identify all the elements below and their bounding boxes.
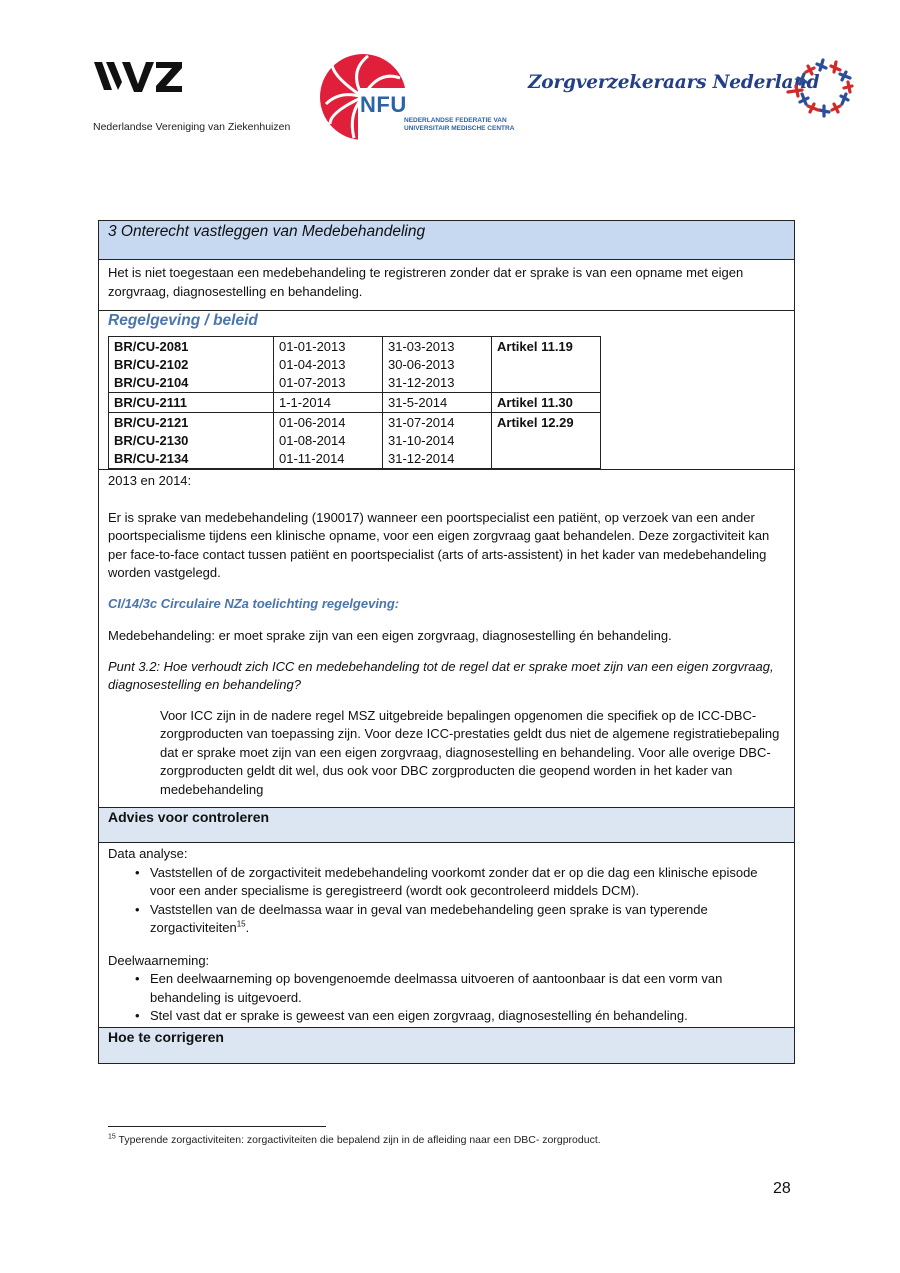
advies-heading: Advies voor controleren xyxy=(99,808,794,843)
years-label: 2013 en 2014: xyxy=(108,473,192,488)
corrigeren-heading: Hoe te corrigeren xyxy=(99,1028,794,1063)
nfu-wordmark: NFU xyxy=(360,92,407,117)
rule-artikel: Artikel 11.19 xyxy=(492,337,601,393)
circulaire-statement: Medebehandeling: er moet sprake zijn van een eigen zorgvraag, diagnosestelling én behandeling. xyxy=(108,628,672,643)
list-item: • Vaststellen of de zorgactiviteit medebehandeling voorkomt zonder dat er op die dag een klinische episode voor een ander specialisme is geregistreerd (wordt ook gecontroleerd middels DCM). xyxy=(150,864,785,901)
footnote-text: Typerende zorgactiviteiten: zorgactiviteiten die bepalend zijn in de afleiding naar een DBC- zorgproduct. xyxy=(118,1134,601,1146)
medebehandeling-section-table xyxy=(98,220,795,1064)
medebehandeling-definition: Er is sprake van medebehandeling (190017) wanneer een poortspecialist een patiënt, op verzoek van een ander poortspecialisme tijdens een klinische opname, voor een eigen zorgvraag gaat behandelen. Deze zorgactiviteit kan per face-to-face contact tussen patiënt en poortspecialist (arts of arts-assistent) in het kader van medebehandeling worden vastgelegd. xyxy=(108,509,770,580)
data-analyse-list xyxy=(108,864,785,938)
deelwaarneming-label: Deelwaarneming: xyxy=(108,952,210,968)
section-intro: Het is niet toegestaan een medebehandeling te registreren zonder dat er sprake is van een opname met eigen zorgvraag, diagnosestelling en behandeling. xyxy=(99,260,794,311)
footnote-number: 15 xyxy=(108,1133,116,1141)
zn-wordmark: Zorgverzekeraars Nederland xyxy=(528,72,820,93)
nvz-subtitle: Nederlandse Vereniging van Ziekenhuizen xyxy=(93,121,291,133)
rule-codes: BR/CU-2111 xyxy=(109,393,274,413)
rule-artikel: Artikel 12.29 xyxy=(492,413,601,469)
rule-end-dates: 31-5-2014 xyxy=(383,393,492,413)
rule-end-dates: 31-03-2013 30-06-2013 31-12-2013 xyxy=(383,337,492,393)
deelwaarneming-list xyxy=(108,970,785,1026)
list-item: • Een deelwaarneming op bovengenoemde deelmassa uitvoeren of aantoonbaar is dat een vorm van behandeling is uitgevoerd. xyxy=(150,970,785,1007)
regelgeving-row xyxy=(99,311,794,470)
footnote-divider xyxy=(108,1126,326,1127)
list-item: • Vaststellen van de deelmassa waar in geval van medebehandeling geen sprake is van typerende zorgactiviteiten$^{15}$. xyxy=(150,901,785,938)
table-row xyxy=(109,413,601,469)
question-3-2: Punt 3.2: Hoe verhoudt zich ICC en medebehandeling tot de regel dat er sprake moet zijn van een eigen zorgvraag, diagnosestelling en behandeling? xyxy=(108,658,774,692)
rules-table xyxy=(108,336,601,469)
circulaire-heading: CI/14/3c Circulaire NZa toelichting regelgeving: xyxy=(108,595,400,611)
section-title: 3 Onterecht vastleggen van Medebehandeling xyxy=(99,221,794,260)
footnote-ref[interactable]: 15 xyxy=(236,919,246,929)
rule-artikel: Artikel 11.30 xyxy=(492,393,601,413)
table-row xyxy=(109,337,601,393)
footnote xyxy=(108,1134,601,1146)
question-answer: Voor ICC zijn in de nadere regel MSZ uitgebreide bepalingen opgenomen die specifiek op de ICC-DBC-zorgproducten van toepassing zijn. Voor deze ICC-prestaties geldt dus niet de algemene registratiebepaling dat er sprake moet zijn van een eigen zorgvraag, diagnosestelling en behandeling. Voor alle overige DBC-zorgproducten geldt dit wel, dus ook voor DBC zorgproducten die geopend worden in het kader van medebehandeling xyxy=(160,707,780,797)
rule-end-dates: 31-07-2014 31-10-2014 31-12-2014 xyxy=(383,413,492,469)
rule-codes: BR/CU-2081 BR/CU-2102 BR/CU-2104 xyxy=(109,337,274,393)
zn-figures-logo-icon xyxy=(784,56,862,122)
rule-start-dates: 01-01-2013 01-04-2013 01-07-2013 xyxy=(274,337,383,393)
rule-start-dates: 1-1-2014 xyxy=(274,393,383,413)
advies-body xyxy=(99,843,794,1028)
table-row xyxy=(109,393,601,413)
regelgeving-heading: Regelgeving / beleid xyxy=(108,312,258,329)
data-analyse-label: Data analyse: xyxy=(108,846,188,861)
list-item: • Stel vast dat er sprake is geweest van een eigen zorgvraag, diagnosestelling én behandeling. xyxy=(150,1007,785,1026)
nvz-logo-icon xyxy=(92,60,184,94)
rule-codes: BR/CU-2121 BR/CU-2130 BR/CU-2134 xyxy=(109,413,274,469)
regelgeving-body xyxy=(99,470,794,808)
page-number: 28 xyxy=(773,1180,791,1197)
rule-start-dates: 01-06-2014 01-08-2014 01-11-2014 xyxy=(274,413,383,469)
nfu-subtitle: NEDERLANDSE FEDERATIE VAN UNIVERSITAIR MEDISCHE CENTRA xyxy=(404,117,515,132)
